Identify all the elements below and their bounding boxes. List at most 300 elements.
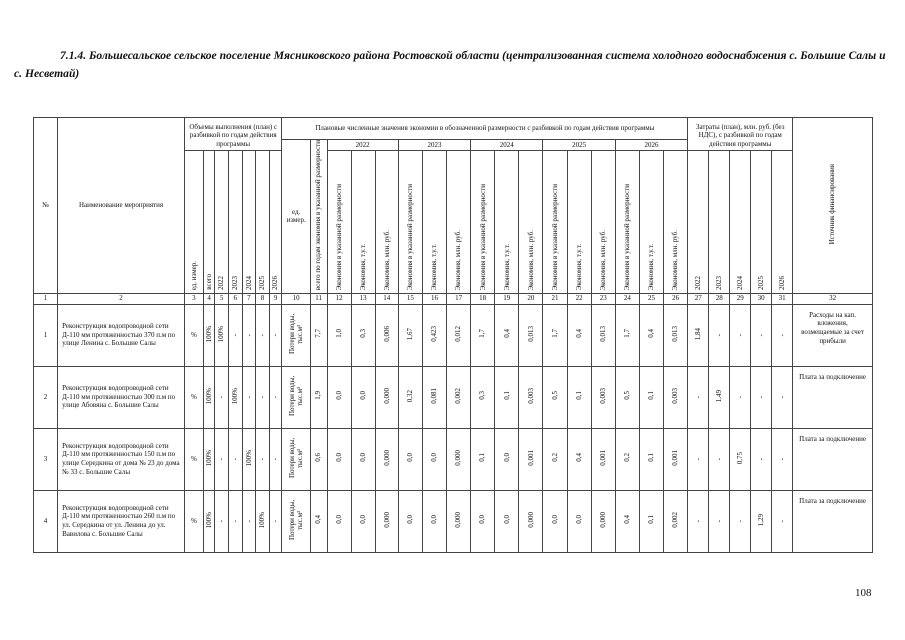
row-volume-text: 100% [258, 511, 267, 528]
header-savings-mln [591, 151, 615, 294]
row-volume [269, 490, 282, 552]
row-savings-value [422, 366, 446, 428]
row-source: Расходы на кап. вложения, возмещаемые за счет прибыли [793, 304, 873, 366]
row-savings-value-text: 0,0 [502, 515, 511, 525]
row-total-savings [310, 490, 327, 552]
header-total-savings-text: всего по годам экономия в указанной размерности [314, 140, 323, 291]
row-cost-value [688, 366, 709, 428]
row-measure-text: Потери воды, тыс.м³ [288, 437, 305, 478]
column-number: 2 [58, 293, 185, 304]
row-savings-value [327, 490, 351, 552]
row-savings-value-text: 0,013 [599, 325, 608, 342]
column-number: 4 [203, 293, 215, 304]
row-savings-value-text: 0,4 [574, 453, 583, 463]
row-savings-value [591, 428, 615, 490]
row-savings-value [639, 490, 663, 552]
row-total-text: 100% [204, 325, 213, 342]
row-cost-value [751, 366, 772, 428]
header-savings-dim [398, 151, 422, 294]
header-unit-meas [184, 151, 203, 294]
header-savings-mln-text: Экономия, млн. руб. [526, 229, 535, 291]
row-total [203, 366, 215, 428]
row-savings-value [519, 304, 543, 366]
row-savings-value [543, 366, 567, 428]
row-savings-value [495, 428, 519, 490]
row-volume [215, 428, 229, 490]
row-savings-value-text: 0,0 [430, 515, 439, 525]
header-savings-dim-text: Экономия в указанной размерности [335, 183, 344, 291]
row-cost-value-text: - [777, 396, 786, 399]
header-unit-meas-text: ед. измер. [189, 260, 198, 291]
column-number: 27 [688, 293, 709, 304]
row-cost-value [772, 428, 793, 490]
column-number: 31 [772, 293, 793, 304]
header-total [203, 151, 215, 294]
row-savings-value-text: 0,001 [671, 449, 680, 466]
row-savings-value-text: 0,003 [599, 387, 608, 404]
row-savings-value [495, 366, 519, 428]
row-volume [256, 366, 270, 428]
column-number: 5 [215, 293, 229, 304]
header-savings-tut-text: Экономия, т.у.т. [647, 243, 656, 291]
row-savings-value-text: 0,012 [454, 325, 463, 342]
row-savings-value-text: 1,7 [623, 329, 632, 339]
row-cost-value [709, 490, 730, 552]
header-volumes: Объемы выполнения (план) с разбивкой по годам действия программы [184, 118, 282, 151]
row-total-savings [310, 304, 327, 366]
row-savings-value-text: 0,0 [334, 453, 343, 463]
section-title: 7.1.4. Большесальское сельское поселение Мясниковского района Ростовской области (централизованная система холодного водоснабжения с. Большие Салы и с. Несветай) [14, 49, 886, 80]
row-volume-text: - [231, 520, 240, 523]
row-cost-value-text: - [694, 458, 703, 461]
header-vol-year [269, 151, 282, 294]
header-unit: ед. измер. [282, 140, 310, 294]
column-number: 6 [228, 293, 242, 304]
row-savings-value [471, 304, 495, 366]
row-savings-value-text: 0,0 [358, 515, 367, 525]
row-name: Реконструкция водопроводной сети Д-110 мм протяженностью 300 п.м по улице Абовяна с. Большие Салы [58, 366, 185, 428]
header-vol-year [242, 151, 256, 294]
row-savings-value [615, 428, 639, 490]
header-planned: Плановые численные значения экономии в обозначенной размерности с разбивкой по годам действия программы [282, 118, 688, 140]
row-savings-value-text: 0,32 [406, 389, 415, 402]
row-savings-value [664, 304, 688, 366]
row-volume-text: - [244, 520, 253, 523]
header-savings-dim-text: Экономия в указанной размерности [478, 183, 487, 291]
row-savings-value-text: 0,4 [623, 515, 632, 525]
row-volume-text: - [231, 458, 240, 461]
row-savings-value-text: 0,2 [623, 453, 632, 463]
header-vol-year-text: 2024 [244, 276, 253, 291]
row-volume [242, 304, 256, 366]
row-cost-value [772, 490, 793, 552]
column-number: 9 [269, 293, 282, 304]
row-cost-value-text: - [777, 458, 786, 461]
header-cost-year-text: 2025 [756, 276, 765, 291]
row-savings-value-text: 0,003 [526, 387, 535, 404]
row-unit: % [184, 366, 203, 428]
header-vol-year-text: 2022 [217, 276, 226, 291]
row-savings-value-text: 1,7 [550, 329, 559, 339]
header-total-savings [310, 140, 327, 294]
row-volume [256, 304, 270, 366]
row-volume-text: - [258, 396, 267, 399]
row-savings-value [615, 304, 639, 366]
header-savings-mln-text: Экономия, млн. руб. [599, 229, 608, 291]
row-cost-value-text: - [715, 458, 724, 461]
header-num: № [34, 118, 58, 294]
row-volume [269, 304, 282, 366]
header-cost-year-text: 2022 [694, 276, 703, 291]
column-number: 15 [398, 293, 422, 304]
row-savings-value-text: 0,0 [550, 515, 559, 525]
row-cost-value-text: - [736, 334, 744, 337]
row-savings-value-text: 0,1 [647, 391, 656, 401]
column-number: 26 [664, 293, 688, 304]
column-number: 17 [447, 293, 471, 304]
row-cost-value-text: 1,84 [694, 327, 703, 340]
row-savings-value-text: 0,2 [550, 453, 559, 463]
row-savings-value [327, 428, 351, 490]
row-source: Плата за подключение [793, 428, 873, 490]
row-total-text: 100% [204, 511, 213, 528]
row-savings-value [422, 490, 446, 552]
row-savings-value [519, 366, 543, 428]
row-savings-value-text: 0,0 [334, 391, 343, 401]
column-number: 22 [567, 293, 591, 304]
column-number: 13 [351, 293, 375, 304]
row-savings-value-text: 0,3 [478, 391, 487, 401]
header-savings-tut [422, 151, 446, 294]
row-cost-value-text: 1,29 [756, 513, 765, 526]
row-savings-value-text: 0,0 [334, 515, 343, 525]
row-unit: % [184, 428, 203, 490]
row-num: 2 [34, 366, 58, 428]
column-number: 28 [709, 293, 730, 304]
row-volume [215, 304, 229, 366]
header-savings-tut-text: Экономия, т.у.т. [574, 243, 583, 291]
row-savings-value-text: 0,0 [358, 391, 367, 401]
row-measure [282, 490, 310, 552]
row-total-savings-text: 7,7 [314, 329, 323, 339]
column-number: 11 [310, 293, 327, 304]
row-savings-value-text: 0,002 [454, 387, 463, 404]
row-name: Реконструкция водопроводной сети Д-110 мм протяженностью 260 п.м по ул. Середкина от ул. Ленина до ул. Вавилова с. Большие Салы [58, 490, 185, 552]
row-savings-value [591, 490, 615, 552]
header-savings-mln-text: Экономия, млн. руб. [382, 229, 391, 291]
row-cost-value [751, 304, 772, 366]
row-volume [215, 490, 229, 552]
row-savings-value-text: 0,013 [671, 325, 680, 342]
row-source: Плата за подключение [793, 490, 873, 552]
row-volume [256, 428, 270, 490]
row-savings-value-text: 0,002 [671, 511, 680, 528]
header-vol-year [228, 151, 242, 294]
row-total-text: 100% [204, 449, 213, 466]
row-volume-text: - [217, 520, 226, 523]
row-savings-value-text: 1,7 [478, 329, 487, 339]
row-volume-text: - [231, 334, 240, 337]
row-cost-value-text: - [694, 396, 703, 399]
row-savings-value [375, 366, 398, 428]
row-total [203, 304, 215, 366]
row-cost-value-text: - [756, 458, 765, 461]
column-number: 7 [242, 293, 256, 304]
row-cost-value [730, 490, 751, 552]
row-savings-value [447, 428, 471, 490]
row-savings-value [495, 490, 519, 552]
row-measure [282, 366, 310, 428]
row-measure-text: Потери воды, тыс.м³ [288, 375, 305, 416]
row-cost-value [751, 490, 772, 552]
row-volume [242, 490, 256, 552]
header-cost-year [751, 151, 772, 294]
row-savings-value [519, 428, 543, 490]
row-savings-value [398, 304, 422, 366]
row-savings-value [567, 428, 591, 490]
row-savings-value-text: 0,001 [526, 449, 535, 466]
header-cost-year [688, 151, 709, 294]
row-savings-value [351, 490, 375, 552]
row-total-savings [310, 366, 327, 428]
row-savings-value-text: 1,0 [334, 329, 343, 339]
row-savings-value [375, 490, 398, 552]
row-savings-value-text: 0,000 [382, 449, 391, 466]
row-savings-value [639, 304, 663, 366]
row-savings-value [664, 366, 688, 428]
row-unit: % [184, 490, 203, 552]
row-volume-text: 100% [231, 387, 240, 404]
row-savings-value [543, 490, 567, 552]
row-cost-value [751, 428, 772, 490]
row-savings-value [375, 428, 398, 490]
row-total-savings-text: 0,6 [314, 453, 323, 463]
header-source [793, 118, 873, 294]
row-savings-value [398, 490, 422, 552]
row-savings-value-text: 0,081 [430, 387, 439, 404]
row-savings-value [471, 428, 495, 490]
row-total [203, 428, 215, 490]
row-savings-value [422, 428, 446, 490]
header-cost-year [772, 151, 793, 294]
row-cost-value-text: - [777, 520, 786, 523]
header-savings-tut-text: Экономия, т.у.т. [358, 243, 367, 291]
row-savings-value-text: 0,423 [430, 325, 439, 342]
header-cost-year [730, 151, 751, 294]
row-savings-value [543, 428, 567, 490]
row-cost-value-text: - [715, 520, 724, 523]
header-savings-dim-text: Экономия в указанной размерности [550, 183, 559, 291]
row-savings-value-text: 0,0 [406, 453, 415, 463]
header-vol-year [215, 151, 229, 294]
row-savings-value [495, 304, 519, 366]
row-savings-value [639, 428, 663, 490]
row-volume-text: - [271, 396, 280, 399]
row-savings-value-text: 0,000 [382, 387, 391, 404]
row-total-savings-text: 1,9 [314, 391, 323, 401]
header-savings-tut [495, 151, 519, 294]
row-measure [282, 428, 310, 490]
header-savings-tut [639, 151, 663, 294]
row-savings-value [543, 304, 567, 366]
row-savings-value [398, 428, 422, 490]
column-number: 24 [615, 293, 639, 304]
row-savings-value [351, 366, 375, 428]
header-source-text: Источник финансирования [828, 163, 837, 245]
row-cost-value-text: - [756, 334, 765, 337]
row-volume [269, 366, 282, 428]
row-cost-value [730, 428, 751, 490]
row-savings-value-text: 0,001 [599, 449, 608, 466]
row-cost-value-text: - [736, 520, 744, 523]
column-number: 18 [471, 293, 495, 304]
row-cost-value [709, 304, 730, 366]
header-vol-year-text: 2025 [258, 276, 267, 291]
row-cost-value-text: 0,75 [736, 451, 744, 464]
row-savings-value [567, 366, 591, 428]
header-savings-tut-text: Экономия, т.у.т. [502, 243, 511, 291]
row-volume-text: 100% [217, 325, 226, 342]
row-volume [228, 428, 242, 490]
row-savings-value [351, 304, 375, 366]
header-savings-year: 2025 [543, 140, 615, 151]
row-savings-value [615, 490, 639, 552]
header-savings-year: 2023 [398, 140, 470, 151]
column-number: 1 [34, 293, 58, 304]
header-savings-year: 2026 [615, 140, 688, 151]
row-savings-value [351, 428, 375, 490]
row-savings-value-text: 0,1 [478, 453, 487, 463]
header-savings-dim [543, 151, 567, 294]
row-savings-value-text: 0,006 [382, 325, 391, 342]
row-savings-value [519, 490, 543, 552]
row-savings-value-text: 0,0 [406, 515, 415, 525]
header-cost-year-text: 2024 [736, 276, 744, 291]
row-measure-text: Потери воды, тыс.м³ [288, 313, 305, 354]
row-volume [228, 490, 242, 552]
page-number: 108 [855, 587, 872, 599]
column-number: 16 [422, 293, 446, 304]
header-savings-mln [519, 151, 543, 294]
row-savings-value-text: 0,5 [550, 391, 559, 401]
column-number: 14 [375, 293, 398, 304]
row-total-savings [310, 428, 327, 490]
header-savings-dim [471, 151, 495, 294]
row-savings-value [615, 366, 639, 428]
column-number: 23 [591, 293, 615, 304]
header-cost-year-text: 2026 [777, 276, 786, 291]
row-savings-value-text: 0,000 [526, 511, 535, 528]
row-savings-value [447, 490, 471, 552]
column-number: 25 [639, 293, 663, 304]
header-costs: Затраты (план), млн. руб. (без НДС), с разбивкой по годам действия программы [688, 118, 793, 151]
row-num: 4 [34, 490, 58, 552]
row-cost-value [730, 304, 751, 366]
header-vol-year-text: 2023 [231, 276, 240, 291]
column-number: 19 [495, 293, 519, 304]
row-savings-value-text: 0,0 [574, 515, 583, 525]
row-volume-text: - [271, 334, 280, 337]
header-savings-tut [351, 151, 375, 294]
row-volume-text: - [271, 458, 280, 461]
row-cost-value [688, 490, 709, 552]
row-cost-value [709, 428, 730, 490]
row-savings-value-text: 0,1 [574, 391, 583, 401]
column-number: 29 [730, 293, 751, 304]
row-num: 1 [34, 304, 58, 366]
row-cost-value [688, 304, 709, 366]
row-cost-value-text: - [694, 520, 703, 523]
row-savings-value-text: 0,4 [502, 329, 511, 339]
row-savings-value-text: 0,0 [478, 515, 487, 525]
row-volume [269, 428, 282, 490]
row-volume [228, 366, 242, 428]
row-cost-value-text: - [715, 334, 724, 337]
row-savings-value-text: 0,1 [647, 515, 656, 525]
row-savings-value [398, 366, 422, 428]
row-name: Реконструкция водопроводной сети Д-110 мм протяженностью 370 п.м по улице Ленина с. Большие Салы [58, 304, 185, 366]
row-volume-text: - [258, 458, 267, 461]
row-savings-value-text: 0,013 [526, 325, 535, 342]
row-savings-value-text: 0,1 [647, 453, 656, 463]
row-savings-value [422, 304, 446, 366]
header-savings-mln [447, 151, 471, 294]
row-source: Плата за подключение [793, 366, 873, 428]
column-number: 10 [282, 293, 310, 304]
row-cost-value [772, 304, 793, 366]
row-savings-value-text: 0,4 [647, 329, 656, 339]
row-savings-value-text: 0,000 [382, 511, 391, 528]
row-num: 3 [34, 428, 58, 490]
row-cost-value [709, 366, 730, 428]
header-cost-year-text: 2023 [715, 276, 724, 291]
row-savings-value [591, 304, 615, 366]
row-savings-value [567, 304, 591, 366]
row-savings-value [567, 490, 591, 552]
row-measure [282, 304, 310, 366]
header-savings-mln-text: Экономия, млн. руб. [671, 229, 680, 291]
row-cost-value-text: - [736, 396, 744, 399]
row-total-text: 100% [204, 387, 213, 404]
row-savings-value [664, 490, 688, 552]
row-volume [256, 490, 270, 552]
column-number: 20 [519, 293, 543, 304]
row-savings-value [447, 304, 471, 366]
row-total [203, 490, 215, 552]
header-name: Наименование мероприятия [58, 118, 185, 294]
row-volume-text: - [244, 334, 253, 337]
column-number: 32 [793, 293, 873, 304]
row-savings-value-text: 0,3 [358, 329, 367, 339]
header-vol-year-text: 2026 [271, 276, 280, 291]
row-cost-value-text: 1,49 [715, 389, 724, 402]
column-number: 3 [184, 293, 203, 304]
row-volume [215, 366, 229, 428]
row-savings-value [327, 304, 351, 366]
row-savings-value-text: 0,0 [358, 453, 367, 463]
row-savings-value [447, 366, 471, 428]
row-savings-value [639, 366, 663, 428]
row-cost-value [772, 366, 793, 428]
row-savings-value [591, 366, 615, 428]
row-savings-value-text: 0,000 [454, 449, 463, 466]
row-savings-value-text: 0,0 [502, 453, 511, 463]
header-savings-mln [664, 151, 688, 294]
header-savings-dim-text: Экономия в указанной размерности [623, 183, 632, 291]
row-cost-value-text: - [777, 334, 786, 337]
header-vol-year [256, 151, 270, 294]
column-number: 12 [327, 293, 351, 304]
